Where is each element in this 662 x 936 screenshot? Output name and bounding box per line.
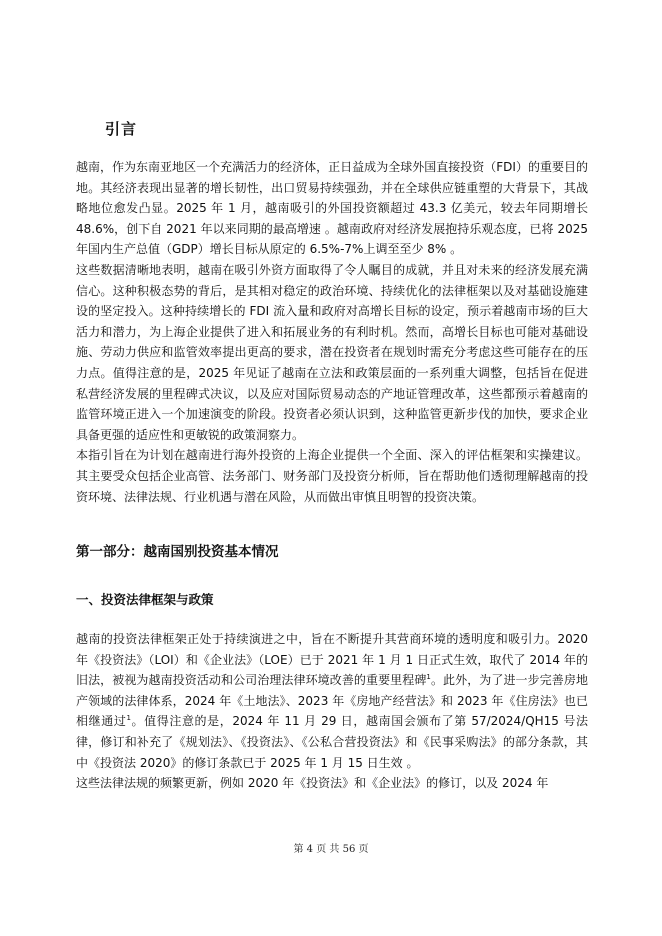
section1-paragraph-1-part-c: 。值得注意的是，2024 年 11 月 29 日，越南国会颁布了第 57/2024/QH15 号法律，修订和补充了《规划法》、《投资法》、《公私合营投资法》和《民事采购法》的部分条款，其中《投资法 2020》的修订条款已于 2025 年 1 月 15 日生效 。 xyxy=(76,714,588,770)
footnote-ref[interactable]: 1 xyxy=(426,673,431,682)
section1-paragraph-1-part-b: 。此外，为了进一步完善房地产领域的法律体系，2024 年《土地法》、2023 年《房地产经营法》和 2023 年《住房法》也已相继通过 xyxy=(76,673,588,729)
section1-heading: 一、投资法律框架与政策 xyxy=(76,592,214,607)
section1-paragraph-1 xyxy=(76,629,588,773)
intro-paragraph-1: 越南，作为东南亚地区一个充满活力的经济体，正日益成为全球外国直接投资（FDI）的重要目的地。其经济表现出显著的增长韧性，出口贸易持续强劲，并在全球供应链重塑的大背景下，其战略地位愈发凸显。2025 年 1 月，越南吸引的外国投资额超过 43.3 亿美元，较去年同期增长 48.6%，创下自 2021 年以来同期的最高增速 。越南政府对经济发展抱持乐观态度，已将 2025 年国内生产总值（GDP）增长目标从原定的 6.5%-7%上调至至少 8% 。 xyxy=(76,160,588,257)
section1-paragraph-2: 这些法律法规的频繁更新，例如 2020 年《投资法》和《企业法》的修订，以及 2024 年 xyxy=(76,776,549,791)
section1-body xyxy=(76,629,588,794)
intro-body xyxy=(76,157,588,507)
intro-paragraph-3: 本指引旨在为计划在越南进行海外投资的上海企业提供一个全面、深入的评估框架和实操建议。其主要受众包括企业高管、法务部门、财务部门及投资分析师，旨在帮助他们透彻理解越南的投资环境、法律法规、行业机遇与潜在风险，从而做出审慎且明智的投资决策。 xyxy=(76,448,588,504)
intro-heading: 引言 xyxy=(105,120,138,138)
intro-paragraph-2: 这些数据清晰地表明，越南在吸引外资方面取得了令人瞩目的成就，并且对未来的经济发展充满信心。这种积极态势的背后，是其相对稳定的政治环境、持续优化的法律框架以及对基础设施建设的坚定投入。这种持续增长的 FDI 流入量和政府对高增长目标的设定，预示着越南市场的巨大活力和潜力，为上海企业提供了进入和拓展业务的有利时机。然而，高增长目标也可能对基础设施、劳动力供应和监管效率提出更高的要求，潜在投资者在规划时需充分考虑这些可能存在的压力点。值得注意的是，2025 年见证了越南在立法和政策层面的一系列重大调整，包括旨在促进私营经济发展的里程碑式决议，以及应对国际贸易动态的产地证管理改革，这些都预示着越南的监管环境正进入一个加速演变的阶段。投资者必须认识到，这种监管更新步伐的加快，要求企业具备更强的适应性和更敏锐的政策洞察力。 xyxy=(76,262,588,442)
footnote-ref[interactable]: 1 xyxy=(126,714,131,723)
section1-paragraph-1-part-a: 越南的投资法律框架正处于持续演进之中，旨在不断提升其营商环境的透明度和吸引力。2020 年《投资法》（LOI）和《企业法》（LOE）已于 2021 年 1 月 1 日正式生效，取代了 2014 年的旧法，被视为越南投资活动和公司治理法律环境改善的重要里程碑 xyxy=(76,632,588,688)
part1-heading: 第一部分：越南国别投资基本情况 xyxy=(76,544,279,560)
page-footer: 第 4 页 共 56 页 xyxy=(293,844,369,855)
